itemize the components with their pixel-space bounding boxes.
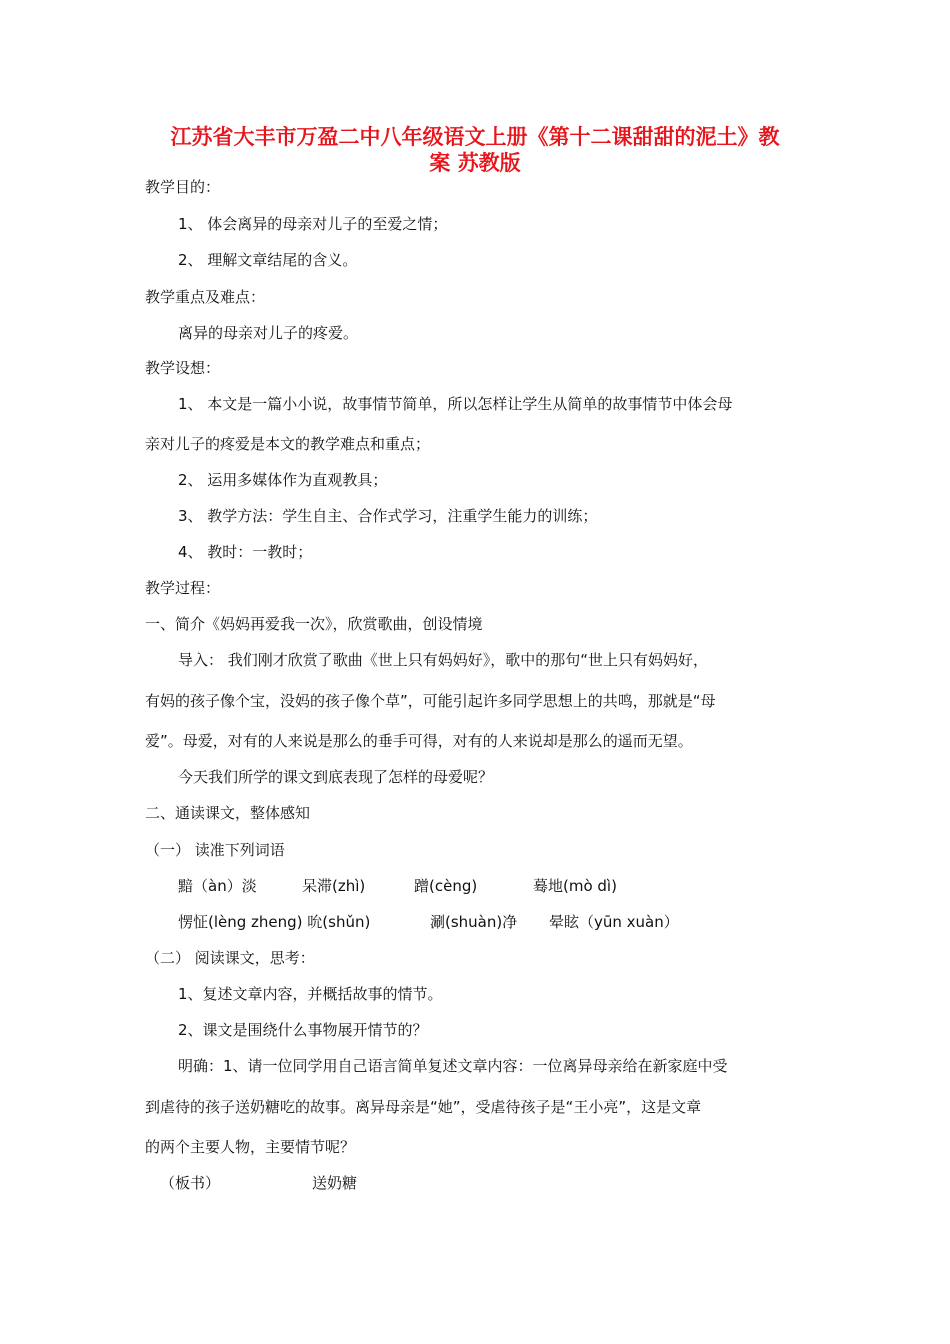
- design-4: 4、 教时：一教时；: [178, 543, 313, 561]
- part-2-heading: （二） 阅读课文，思考：: [145, 949, 315, 967]
- intro-line-b: 有妈的孩子像个宝，没妈的孩子像个草”，可能引起许多同学思想上的共鸣，那就是“母: [145, 692, 716, 710]
- intro-line-d: 今天我们所学的课文到底表现了怎样的母爱呢？: [178, 768, 494, 786]
- intro-line-c: 爱”。母爱，对有的人来说是那么的垂手可得，对有的人来说却是那么的遥而无望。: [145, 732, 693, 750]
- keypoints-heading: 教学重点及难点：: [145, 288, 266, 306]
- answer-line-a: 明确：1、请一位同学用自己语言简单复述文章内容：一位离异母亲给在新家庭中受: [178, 1057, 728, 1075]
- design-1-line-b: 亲对儿子的疼爱是本文的教学难点和重点；: [145, 435, 431, 453]
- step-1-heading: 一、简介《妈妈再爱我一次》，欣赏歌曲，创设情境: [145, 615, 483, 633]
- design-heading: 教学设想：: [145, 359, 221, 377]
- objectives-heading: 教学目的：: [145, 178, 221, 196]
- board-label: （板书）: [160, 1174, 221, 1192]
- board-item: 送奶糖: [312, 1174, 358, 1192]
- step-2-heading: 二、通读课文，整体感知: [145, 804, 311, 822]
- objective-2: 2、 理解文章结尾的含义。: [178, 251, 358, 269]
- process-heading: 教学过程：: [145, 579, 221, 597]
- intro-line-a: 导入： 我们刚才欣赏了歌曲《世上只有妈妈好》，歌中的那句“世上只有妈妈好，: [178, 651, 709, 669]
- question-1: 1、复述文章内容，并概括故事的情节。: [178, 985, 443, 1003]
- doc-title-line-1: 江苏省大丰市万盈二中八年级语文上册《第十二课甜甜的泥土》教: [170, 125, 780, 149]
- design-3: 3、 教学方法：学生自主、合作式学习，注重学生能力的训练；: [178, 507, 598, 525]
- design-2: 2、 运用多媒体作为直观教具；: [178, 471, 388, 489]
- vocab-word: 涮(shuàn)净: [430, 913, 518, 931]
- keypoint: 离异的母亲对儿子的疼爱。: [178, 324, 359, 342]
- part-1-heading: （一） 读准下列词语: [145, 841, 285, 859]
- answer-line-c: 的两个主要人物，主要情节呢？: [145, 1138, 356, 1156]
- vocab-word: 愣怔(lèng zheng) 吮(shǔn): [178, 913, 371, 931]
- vocab-word: 呆滞(zhì): [302, 877, 366, 895]
- vocab-word: 黯（àn）淡: [178, 877, 257, 895]
- design-1-line-a: 1、 本文是一篇小小说，故事情节简单，所以怎样让学生从简单的故事情节中体会母: [178, 395, 733, 413]
- objective-1: 1、 体会离异的母亲对儿子的至爱之情；: [178, 215, 448, 233]
- question-2: 2、课文是围绕什么事物展开情节的？: [178, 1021, 428, 1039]
- vocab-word: 蓦地(mò dì): [533, 877, 617, 895]
- vocab-word: 晕眩（yūn xuàn）: [549, 913, 679, 931]
- answer-line-b: 到虐待的孩子送奶糖吃的故事。离异母亲是“她”，受虐待孩子是“王小亮”，这是文章: [145, 1098, 702, 1116]
- doc-title-line-2: 案 苏教版: [429, 151, 521, 175]
- vocab-word: 蹭(cèng): [414, 877, 478, 895]
